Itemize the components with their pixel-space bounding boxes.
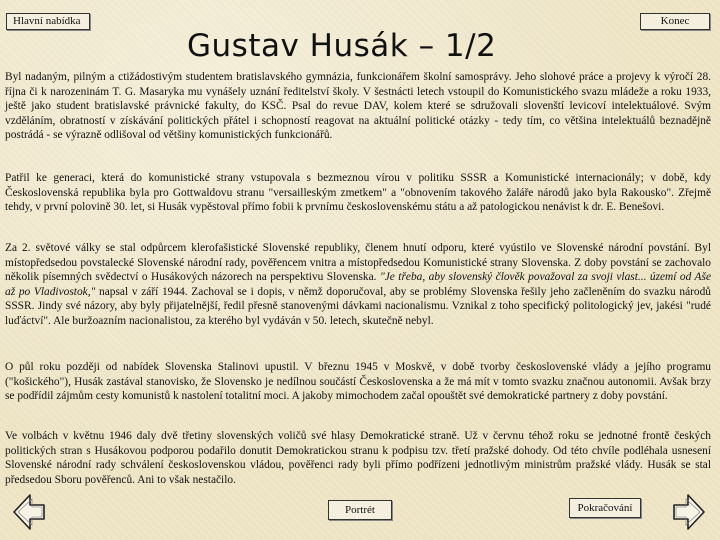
portrait-button[interactable]: Portrét — [328, 500, 392, 520]
paragraph-1: Byl nadaným, pilným a ctižádostivým studentem bratislavského gymnázia, funkcionářem školní samosprávy. Jeho slohové práce a projevy k výročí 28. října či k narozeninám T. G. Masaryka mu vynášely uznání ředitelství školy. V šestnácti letech vstoupil do Komunistického svazu mládeže a roku 1933, ještě jako student bratislavské právnické fakulty, do KSČ. Psal do revue DAV, kolem které se sdružovali slovenští levicoví intelektuálové. Svým vzděláním, obratností v získávání politických přátel i schopností reagovat na aktuální politické otázky - tedy tím, co většina intelektuálů beznadějně postrádá - se výrazně odlišoval od většiny komunistických funkcionářů. — [5, 71, 711, 142]
page-title: Gustav Husák – 1/2 — [187, 28, 497, 64]
main-menu-button[interactable]: Hlavní nabídka — [6, 13, 90, 30]
end-button[interactable]: Konec — [640, 13, 710, 30]
arrow-right-icon[interactable] — [668, 491, 710, 533]
paragraph-5: Ve volbách v květnu 1946 daly dvě třetiny slovenských voličů své hlasy Demokratické straně. Už v červnu téhož roku se jednotné frontě českých politických stran s Husákovou podporou podařilo donutit Demokratickou stranu k podpisu tzv. třetí pražské dohody. Od této chvíle podléhala usnesení Slovenské národní rady schválení československou vládou, pověřenci rady byli přímo podřízeni jednotlivým ministrům pražské vlády. Husák se stal předsedou Sboru pověřenců. Ani to však nestačilo. — [5, 430, 711, 486]
paragraph-3-text-a: Za 2. světové války se stal odpůrcem klerofašistické Slovenské republiky, členem hnutí odporu, které vyústilo ve Slovenské národní povstání. Byl místopředsedou povstalecké Slovenské národní rady, pověřencem vnitra a místopředsedou Komunistické strany Slovenska. Z doby povstání se zachovalo několik písemných svědectví o Husákových názorech na perspektivu Slovenska. — [5, 242, 711, 284]
arrow-left-icon[interactable] — [8, 491, 50, 533]
paragraph-4: O půl roku později od nabídek Slovenska Stalinovi upustil. V březnu 1945 v Moskvě, v době tvorby československé vlády a jejího programu ("košického"), Husák zastával stanovisko, že Slovensko je nedílnou součástí Československa a že má mít v tomto svazku značnou autonomii. Avšak brzy se podřídil zájmům cesty komunistů k nastolení totalitní moci. A jakoby mimochodem začal opouštět své demokratické partnery z doby povstání. — [5, 361, 711, 403]
paragraph-3-text-b: napsal v září 1944. Zachoval se i dopis, v němž doporučoval, aby se problémy Slovenska řešily jeho začleněním do svazku národů SSSR. Jindy své názory, aby byly přijatelnější, ředil přesně stanovenými dávkami nacionalismu. Vznikal z toho specifický politologický jev, jakési "rudé luďáctví". Ale buržoazním nacionalistou, za kterého byl vydáván v 50. letech, skutečně nebyl. — [5, 285, 712, 327]
paragraph-3-quote: "Je třeba, aby slovenský člověk považoval za svoji vlast... území od Aše až po Vladivostok," — [5, 271, 711, 298]
paragraph-2: Patřil ke generaci, která do komunistické strany vstupovala s bezmeznou vírou v politiku SSSR a Komunistické internacionály; v době, kdy Československá republika byla pro Gottwaldovu stranu "versailleským zmetkem" a "obnovením takového žaláře národů jako byla Rakousko". Zřejmě tehdy, v první polovině 30. let, si Husák vypěstoval přímo fobii k prvnímu československému státu a až patologickou nenávist k dr. E. Benešovi. — [5, 172, 711, 214]
paragraph-3 — [5, 241, 711, 329]
continue-button[interactable]: Pokračování — [569, 498, 641, 518]
